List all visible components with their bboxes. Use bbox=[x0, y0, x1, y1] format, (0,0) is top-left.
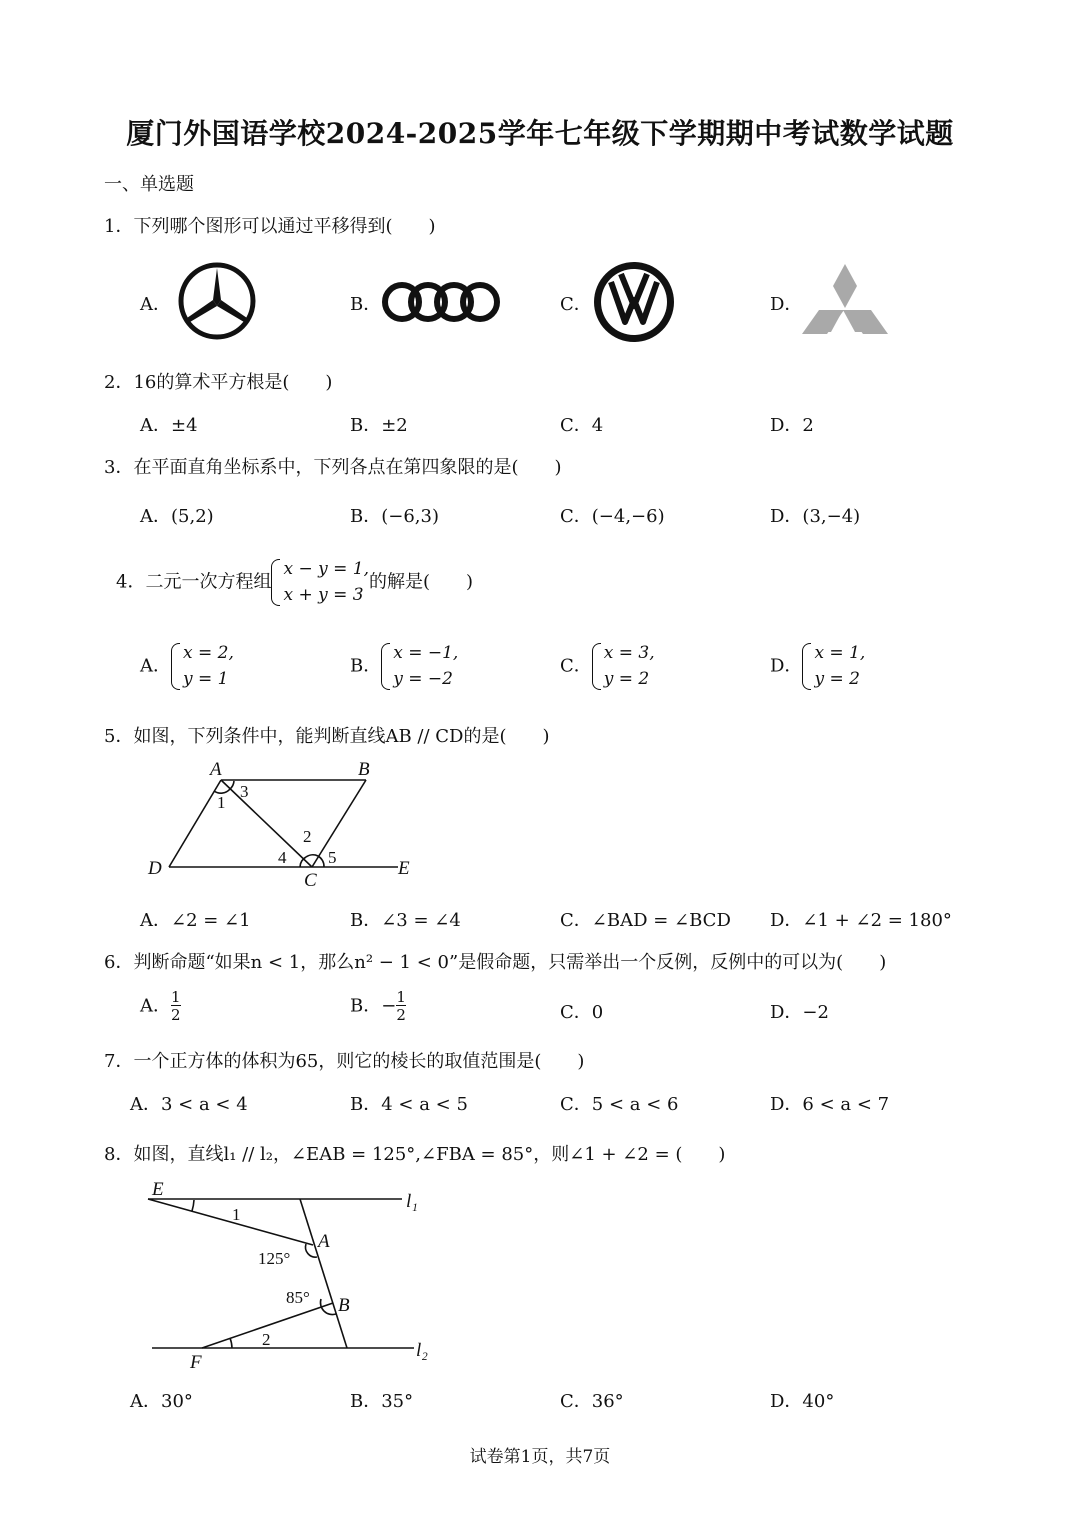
q4-option-b bbox=[350, 640, 458, 693]
q5-label-a: A bbox=[210, 759, 222, 780]
q3-option-c: C．(−4,−6) bbox=[560, 506, 665, 527]
q4-d-line2: y = 2 bbox=[814, 669, 860, 690]
q5-angle-1: 1 bbox=[217, 793, 226, 812]
q4-number: 4．二元一次方程组 bbox=[116, 571, 272, 593]
q8-label-e: E bbox=[152, 1179, 164, 1200]
q5-parallelogram-figure bbox=[140, 755, 430, 895]
q5-angle-2: 2 bbox=[303, 827, 312, 846]
q8-option-c: C．36° bbox=[560, 1391, 624, 1412]
q1-option-b-label: B． bbox=[350, 294, 382, 315]
q8-angle-2: 2 bbox=[262, 1330, 271, 1349]
q5-label-b: B bbox=[358, 759, 370, 780]
question-4-stem bbox=[116, 556, 473, 609]
mitsubishi-diamonds-icon bbox=[800, 262, 890, 336]
q8-angle-125: 125° bbox=[258, 1249, 291, 1268]
q5-option-b: B．∠3 = ∠4 bbox=[350, 910, 461, 931]
q4-eq1: x − y = 1, bbox=[283, 559, 369, 579]
question-6-stem: 6．判断命题“如果n < 1，那么n² − 1 < 0”是假命题，只需举出一个反例，反例中的可以为( ) bbox=[104, 952, 887, 973]
q4-c-line1: x = 3, bbox=[603, 643, 655, 663]
q5-angle-4: 4 bbox=[278, 848, 287, 867]
q7-option-c: C．5 < a < 6 bbox=[560, 1094, 679, 1115]
q4-option-a-label: A． bbox=[140, 655, 171, 677]
q6-b-numerator: 1 bbox=[396, 988, 406, 1006]
question-3-stem: 3．在平面直角坐标系中，下列各点在第四象限的是( ) bbox=[104, 457, 562, 478]
q8-label-f: F bbox=[190, 1352, 202, 1373]
q6-option-c: C．0 bbox=[560, 1002, 604, 1023]
q7-option-b: B．4 < a < 5 bbox=[350, 1094, 468, 1115]
q4-option-b-label: B． bbox=[350, 655, 382, 677]
q6-option-b-fraction bbox=[396, 990, 406, 1023]
q8-parallel-lines-figure bbox=[140, 1175, 440, 1375]
q6-a-numerator: 1 bbox=[171, 988, 181, 1006]
q8-option-d: D．40° bbox=[770, 1391, 835, 1412]
mercedes-logo-icon bbox=[176, 260, 258, 342]
q5-angle-3: 3 bbox=[240, 782, 249, 801]
question-8-stem: 8．如图，直线l₁ // l₂，∠EAB = 125°,∠FBA = 85°，则∠1 + ∠2 = ( ) bbox=[104, 1144, 726, 1165]
q4-option-d-label: D． bbox=[770, 655, 803, 677]
q8-angle-85: 85° bbox=[286, 1288, 310, 1307]
section-heading: 一、单选题 bbox=[104, 174, 194, 195]
q8-label-b: B bbox=[338, 1295, 350, 1316]
q5-label-d: D bbox=[148, 858, 162, 879]
question-1-stem: 1．下列哪个图形可以通过平移得到( ) bbox=[104, 216, 436, 237]
q5-label-e: E bbox=[398, 858, 410, 879]
q6-option-a-fraction bbox=[171, 990, 181, 1023]
q6-a-denominator: 2 bbox=[171, 1006, 181, 1024]
q6-b-denominator: 2 bbox=[396, 1006, 406, 1024]
q5-label-c: C bbox=[304, 870, 317, 891]
q4-option-c-label: C． bbox=[560, 655, 592, 677]
audi-rings-icon bbox=[380, 280, 502, 324]
q8-label-l2: l₂ bbox=[416, 1340, 428, 1361]
q2-option-b: B．±2 bbox=[350, 415, 408, 436]
q4-option-a bbox=[140, 640, 234, 693]
q6-option-b-label: B．− bbox=[350, 995, 397, 1017]
q4-option-d bbox=[770, 640, 865, 693]
q5-option-c: C．∠BAD = ∠BCD bbox=[560, 910, 731, 931]
page-footer: 试卷第1页，共7页 bbox=[469, 1447, 611, 1467]
q4-d-line1: x = 1, bbox=[814, 643, 866, 663]
q5-option-a: A．∠2 = ∠1 bbox=[140, 910, 251, 931]
q4-option-b-system bbox=[381, 640, 458, 693]
q5-angle-5: 5 bbox=[328, 848, 337, 867]
q5-option-d: D．∠1 + ∠2 = 180° bbox=[770, 910, 952, 931]
q4-eq2: x + y = 3 bbox=[283, 585, 364, 606]
q4-option-c-system bbox=[592, 640, 655, 693]
q4-option-d-system bbox=[802, 640, 865, 693]
q4-tail: 的解是( ) bbox=[368, 571, 474, 593]
question-5-stem: 5．如图，下列条件中，能判断直线AB // CD的是( ) bbox=[104, 726, 550, 747]
q6-option-a bbox=[140, 990, 181, 1023]
q4-b-line1: x = −1, bbox=[393, 643, 459, 663]
q1-option-d-label: D． bbox=[770, 294, 803, 315]
q7-option-d: D．6 < a < 7 bbox=[770, 1094, 890, 1115]
q1-option-c-label: C． bbox=[560, 294, 592, 315]
q4-option-c bbox=[560, 640, 655, 693]
q8-label-l1: l₁ bbox=[406, 1191, 418, 1212]
page-title: 厦门外国语学校2024-2025学年七年级下学期期中考试数学试题 bbox=[126, 117, 954, 150]
q3-option-d: D．(3,−4) bbox=[770, 506, 861, 527]
q4-b-line2: y = −2 bbox=[393, 669, 453, 690]
q8-option-b: B．35° bbox=[350, 1391, 414, 1412]
q6-option-b bbox=[350, 990, 406, 1023]
q2-option-a: A．±4 bbox=[140, 415, 198, 436]
q4-equation-system bbox=[271, 556, 369, 609]
question-2-stem: 2．16的算术平方根是( ) bbox=[104, 372, 333, 393]
q8-option-a: A．30° bbox=[130, 1391, 193, 1412]
q2-option-c: C．4 bbox=[560, 415, 604, 436]
q4-a-line1: x = 2, bbox=[183, 643, 234, 663]
q7-option-a: A．3 < a < 4 bbox=[130, 1094, 248, 1115]
q2-option-d: D．2 bbox=[770, 415, 814, 436]
q6-option-a-label: A． bbox=[140, 995, 171, 1017]
q4-a-line2: y = 1 bbox=[183, 669, 229, 690]
question-7-stem: 7．一个正方体的体积为65，则它的棱长的取值范围是( ) bbox=[104, 1051, 585, 1072]
q4-c-line2: y = 2 bbox=[603, 669, 650, 690]
vw-logo-icon bbox=[592, 260, 676, 344]
q3-option-b: B．(−6,3) bbox=[350, 506, 439, 527]
q6-option-d: D．−2 bbox=[770, 1002, 829, 1023]
q1-option-a-label: A． bbox=[140, 294, 171, 315]
q4-option-a-system bbox=[171, 640, 234, 693]
q8-angle-1: 1 bbox=[232, 1205, 241, 1224]
q8-label-a: A bbox=[318, 1231, 330, 1252]
q3-option-a: A．(5,2) bbox=[140, 506, 214, 527]
